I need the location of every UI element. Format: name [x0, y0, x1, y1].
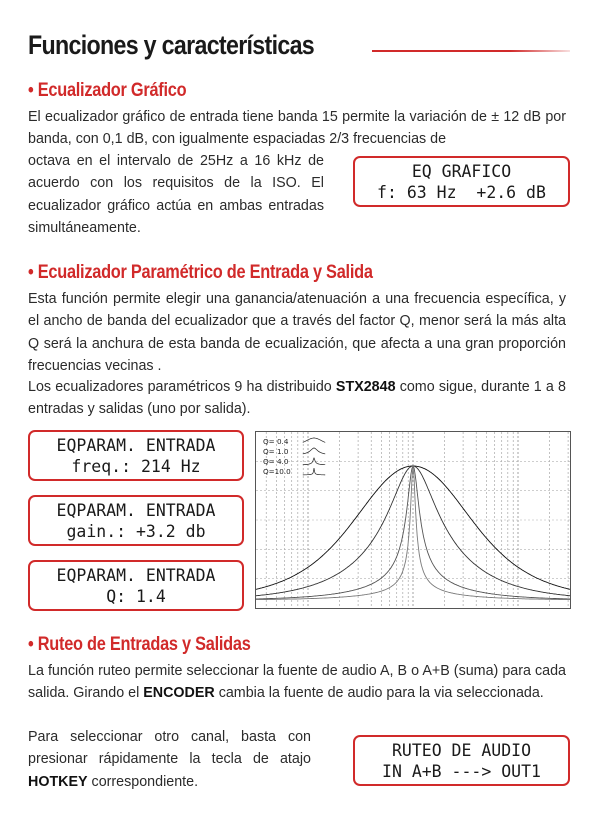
- lcd-ruteo-audio: [353, 735, 570, 786]
- hotkey-keyword: HOTKEY: [28, 773, 88, 790]
- legend-swatch: [303, 448, 325, 454]
- page-title: Funciones y características: [28, 30, 315, 60]
- lcd-line-1: EQPARAM. ENTRADA: [56, 435, 216, 455]
- graphic-eq-side-text: octava en el intervalo de 25Hz a 16 kHz de acuerdo con los requisitos de la ISO. El ecualizador gráfico actúa en ambas entradas simultáneamente.: [28, 153, 324, 237]
- text-run: Los ecualizadores paramétricos 9 ha distribuido: [28, 379, 336, 395]
- lcd-eqparam-freq: [28, 430, 244, 481]
- section-heading-graphic-eq: • Ecualizador Gráfico: [28, 80, 187, 101]
- lcd-line-2: Q: 1.4: [106, 586, 166, 606]
- routing-para-1: [28, 660, 566, 705]
- text-run: cambia la fuente de audio para la via seleccionada.: [214, 685, 544, 702]
- lcd-line-1: RUTEO DE AUDIO: [391, 740, 532, 760]
- lcd-line-1: EQPARAM. ENTRADA: [56, 500, 216, 520]
- section-heading-parametric-eq: • Ecualizador Paramétrico de Entrada y Salida: [28, 262, 373, 283]
- lcd-eqparam-gain: [28, 495, 244, 546]
- encoder-keyword: ENCODER: [143, 685, 215, 702]
- q-factor-chart-svg: [256, 432, 570, 608]
- lcd-line-2: freq.: 214 Hz: [71, 456, 201, 476]
- graphic-eq-intro: El ecualizador gráfico de entrada tiene banda 15 permite la variación de ± 12 dB por banda, con 0,1 dB, con igualmente espaciadas 2/3 frecuencias de: [28, 109, 566, 148]
- legend-label: Q= 0.4: [263, 437, 289, 446]
- routing-para-2: [28, 726, 311, 793]
- model-name: STX2848: [335, 379, 396, 395]
- lcd-line-1: EQPARAM. ENTRADA: [56, 565, 216, 585]
- lcd-eq-grafico: [353, 156, 570, 207]
- text-run: La función ruteo permite seleccionar la fuente de audio A, B o A+B (suma) para cada salida. Girando el: [28, 663, 566, 702]
- legend-swatch: [303, 468, 325, 475]
- legend-swatch: [303, 438, 325, 442]
- section-heading-routing: • Ruteo de Entradas y Salidas: [28, 634, 251, 655]
- lcd-line-2: f: 63 Hz +2.6 dB: [377, 182, 546, 202]
- lcd-eqparam-q: [28, 560, 244, 611]
- text-run: Para seleccionar otro canal, basta con presionar rápidamente la tecla de atajo: [28, 729, 311, 768]
- lcd-line-2: gain.: +3.2 db: [66, 521, 206, 541]
- legend-label: Q= 1.0: [263, 447, 289, 456]
- text-run: como sigue, durante 1 a 8 entradas y salidas (uno por salida).: [28, 379, 566, 418]
- text-run: correspondiente.: [87, 773, 199, 790]
- lcd-line-2: IN A+B ---> OUT1: [382, 761, 541, 781]
- lcd-line-1: EQ GRAFICO: [411, 161, 512, 181]
- q-factor-chart: [255, 431, 571, 609]
- parametric-eq-para-2: [28, 376, 566, 421]
- parametric-eq-para-1: Esta función permite elegir una ganancia/atenuación a una frecuencia específica, y el ancho de banda del ecualizador que a través del factor Q, menor será la más alta Q será la anchura de esta banda de ecualización, que afecta a una gran proporción frecuencias vecinas .: [28, 291, 566, 375]
- legend-label: Q= 4.0: [263, 457, 289, 466]
- legend-label: Q=10.0: [263, 467, 291, 476]
- title-rule: [372, 50, 570, 52]
